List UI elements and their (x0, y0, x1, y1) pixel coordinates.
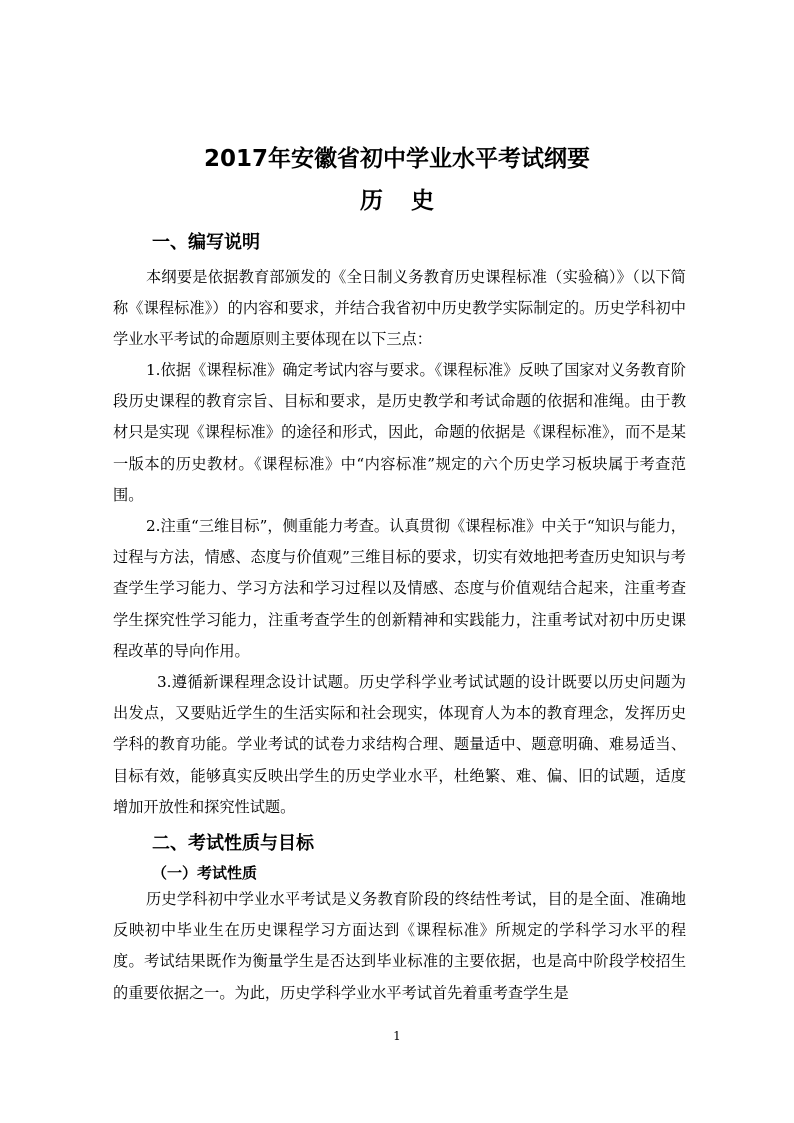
principle-paragraph-1: 1.依据《课程标准》确定考试内容与要求。《课程标准》反映了国家对义务教育阶段历史课程的教育宗旨、目标和要求，是历史教学和考试命题的依据和准绳。由于教材只是实现《课程标准》的途径和形式，因此，命题的依据是《课程标准》，而不是某一版本的历史教材。《课程标准》中“内容标准”规定的六个历史学习板块属于考查范围。 (113, 361, 686, 504)
principle-paragraph-2: 2.注重“三维目标”，侧重能力考查。认真贯彻《课程标准》中关于“知识与能力，过程与方法，情感、态度与价值观”三维目标的要求，切实有效地把考查历史知识与考查学生学习能力、学习方法和学习过程以及情感、态度与价值观结合起来，注重考查学生探究性学习能力，注重考查学生的创新精神和实践能力，注重考试对初中历史课程改革的导向作用。 (113, 517, 686, 660)
subject-title: 历史 (360, 188, 462, 214)
page-number: 1 (393, 1029, 401, 1043)
intro-paragraph: 本纲要是依据教育部颁发的《全日制义务教育历史课程标准（实验稿）》（以下简称《课程标准》）的内容和要求，并结合我省初中历史教学实际制定的。历史学科初中学业水平考试的命题原则主要体现在以下三点： (113, 268, 686, 349)
subsection-heading-1: （一）考试性质 (152, 864, 258, 882)
section-heading-2: 二、考试性质与目标 (152, 833, 314, 854)
principle-paragraph-3: 3.遵循新课程理念设计试题。历史学科学业考试试题的设计既要以历史问题为出发点，又要贴近学生的生活实际和社会现实，体现育人为本的教育理念，发挥历史学科的教育功能。学业考试的试卷力求结构合理、题量适中、题意明确、难易适当、目标有效，能够真实反映出学生的历史学业水平，杜绝繁、难、偏、旧的试题，适度增加开放性和探究性试题。 (113, 673, 686, 816)
exam-nature-paragraph: 历史学科初中学业水平考试是义务教育阶段的终结性考试，目的是全面、准确地反映初中毕业生在历史课程学习方面达到《课程标准》所规定的学科学习水平的程度。考试结果既作为衡量学生是否达到毕业标准的主要依据，也是高中阶段学校招生的重要依据之一。为此，历史学科学业水平考试首先着重考查学生是 (113, 890, 686, 1002)
document-title: 2017年安徽省初中学业水平考试纲要 (203, 146, 590, 172)
section-heading-1: 一、编写说明 (152, 232, 260, 253)
